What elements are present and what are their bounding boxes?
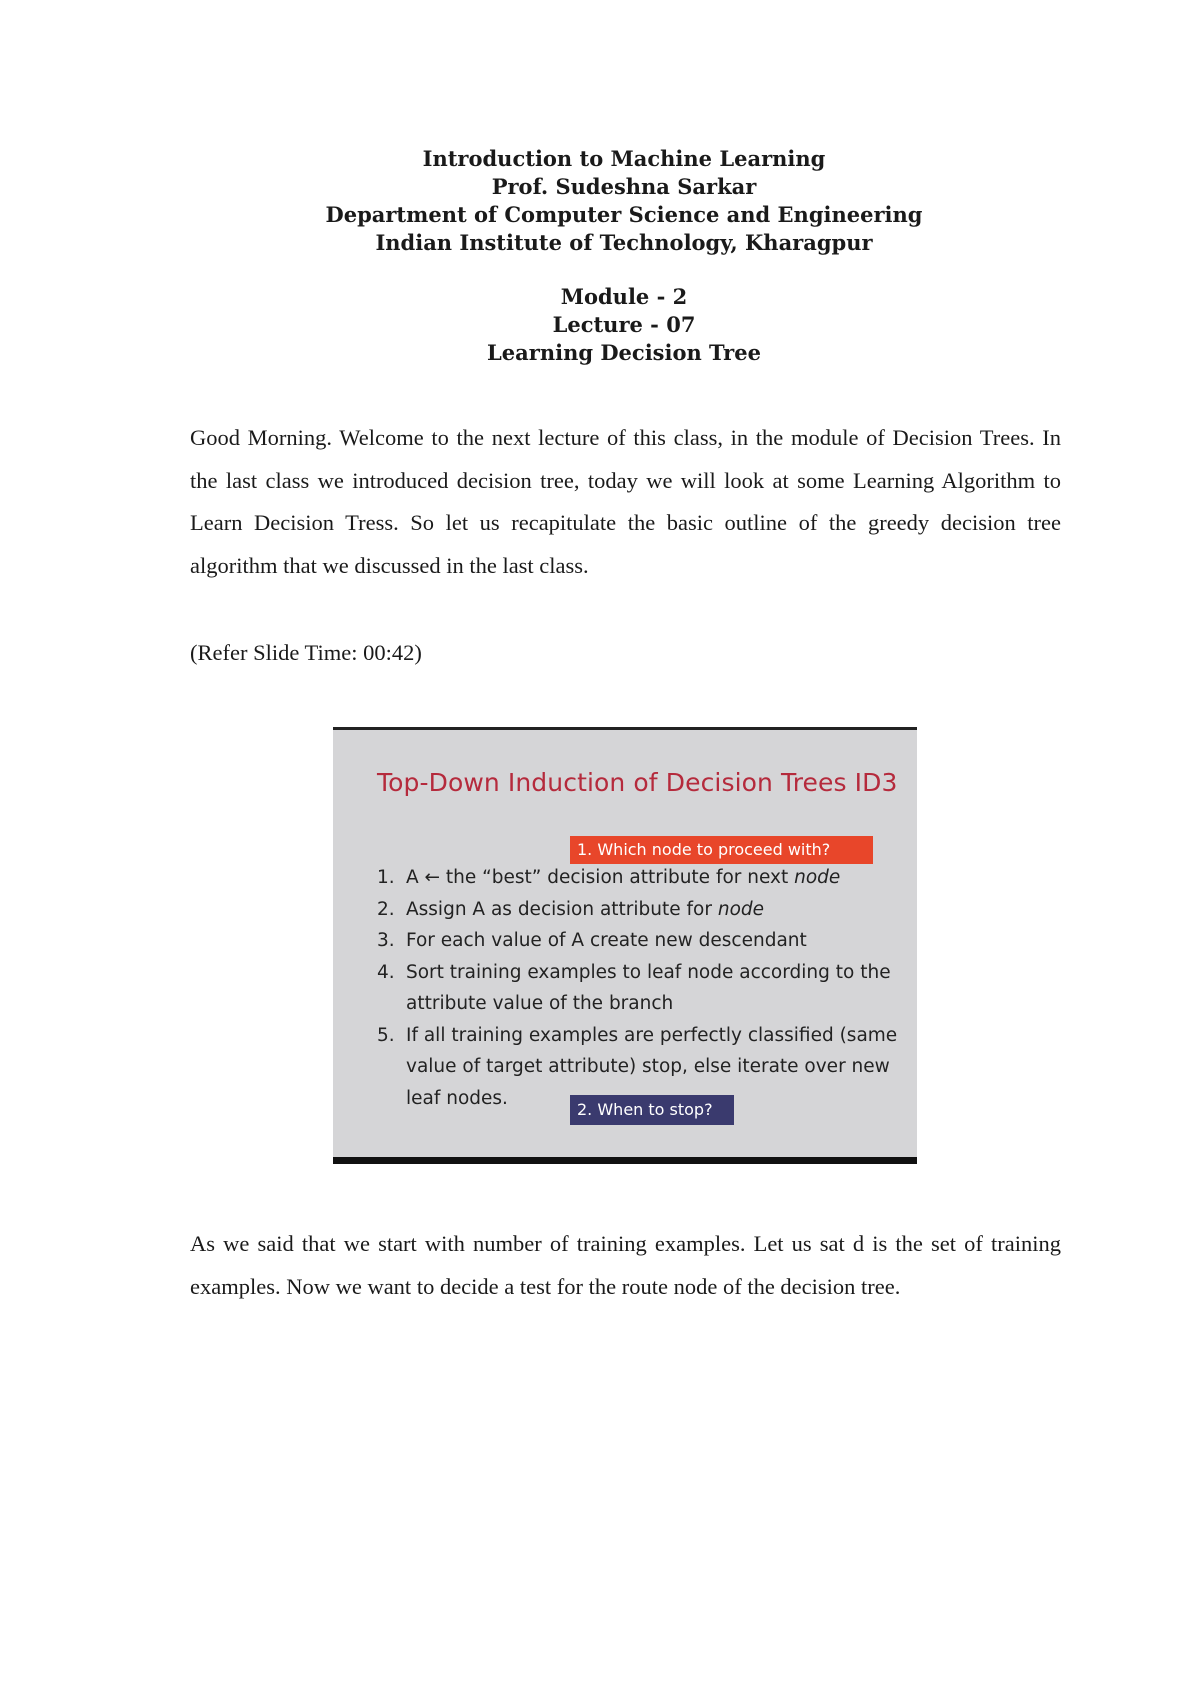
professor-name: Prof. Sudeshna Sarkar bbox=[491, 174, 757, 199]
step-emphasis: node bbox=[717, 898, 765, 920]
institute-name: Indian Institute of Technology, Kharagpur bbox=[375, 230, 873, 255]
step-number: 1. bbox=[377, 867, 395, 888]
step-number: 4. bbox=[377, 961, 395, 983]
step-text: Assign A as decision attribute for bbox=[406, 898, 718, 920]
which-node-callout: 1. Which node to proceed with? bbox=[570, 836, 873, 864]
slide-step bbox=[377, 894, 907, 926]
refer-slide-time: (Refer Slide Time: 00:42) bbox=[190, 640, 422, 665]
when-to-stop-callout: 2. When to stop? bbox=[570, 1095, 734, 1125]
slide-step bbox=[377, 925, 907, 957]
slide-step bbox=[377, 957, 907, 1020]
step-text: If all training examples are perfectly classified (same value of target attribute) stop, else iterate over new leaf nodes. bbox=[406, 1024, 898, 1109]
closing-paragraph: As we said that we start with number of training examples. Let us sat d is the set of training examples. Now we want to decide a test for the route node of the decision tree. bbox=[190, 1231, 1061, 1299]
course-title: Introduction to Machine Learning bbox=[422, 146, 826, 171]
department-name: Department of Computer Science and Engineering bbox=[325, 202, 923, 227]
step-emphasis: node bbox=[794, 867, 841, 888]
slide-title: Top-Down Induction of Decision Trees ID3 bbox=[377, 768, 898, 797]
step-number: 3. bbox=[377, 930, 395, 951]
step-text: For each value of A create new descendant bbox=[406, 930, 807, 951]
document-header bbox=[0, 145, 1200, 367]
step-number: 2. bbox=[377, 898, 395, 920]
intro-paragraph: Good Morning. Welcome to the next lecture of this class, in the module of Decision Trees. In the last class we introduced decision tree, today we will look at some Learning Algorithm to Learn Decision Tress. So let us recapitulate the basic outline of the greedy decision tree algorithm that we discussed in the last class. bbox=[190, 425, 1061, 578]
step-text: A ← the “best” decision attribute for next bbox=[406, 867, 795, 888]
step-number: 5. bbox=[377, 1024, 395, 1046]
module-number: Module - 2 bbox=[560, 284, 688, 309]
lecture-slide-image bbox=[333, 727, 917, 1164]
lecture-topic: Learning Decision Tree bbox=[487, 340, 761, 365]
lecture-number: Lecture - 07 bbox=[552, 312, 696, 337]
step-text: Sort training examples to leaf node according to the attribute value of the branch bbox=[406, 961, 891, 1014]
slide-step bbox=[377, 862, 907, 894]
slide-step-list bbox=[377, 862, 907, 1114]
